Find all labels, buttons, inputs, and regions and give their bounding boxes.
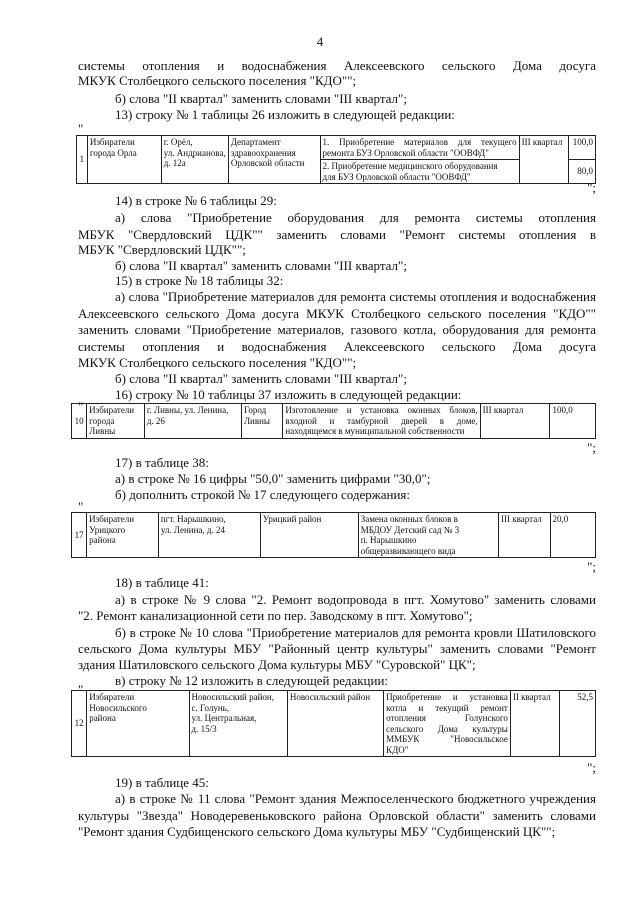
text-line: 13) строку № 1 таблицы 26 изложить в следующей редакции: (115, 107, 455, 122)
text-line: а) слова "Приобретение материалов для ремонта системы отопления и водоснабжения (115, 289, 596, 304)
text-line: а) в строке № 11 слова "Ремонт здания Межпоселенческого бюджетного учреждения (115, 791, 596, 806)
open-quote: " (78, 682, 84, 697)
table-26-row-1 (76, 135, 596, 184)
cell-purpose-2: 2. Приобретение медицинского оборудования для БУЗ Орловской области "ООВФД" (320, 160, 519, 184)
text-line: 14) в строке № 6 таблицы 29: (115, 193, 277, 208)
text-line: в) строку № 12 изложить в следующей редакции: (115, 673, 389, 688)
cell-address: пгт. Нарышкино, ул. Ленина, д. 24 (158, 513, 260, 558)
cell-recipient: Департамент здравоохранения Орловской области (228, 136, 320, 184)
text-line: 15) в строке № 18 таблицы 32: (115, 273, 284, 288)
cell-address: г. Орёл, ул. Андриановa, д. 12а (161, 136, 228, 184)
row-number: 10 (72, 404, 87, 439)
close-quote: "; (587, 440, 596, 455)
table-37-row-10 (71, 403, 596, 439)
cell-recipient: Город Ливны (241, 404, 282, 439)
close-quote: "; (587, 559, 596, 574)
cell-quarter: III квартал (519, 136, 569, 184)
open-quote: " (78, 121, 84, 136)
text-line: системы отопления и водоснабжения Алексеевского сельского Дома досуга (78, 58, 596, 73)
cell-voters: Избиратели города Орла (87, 136, 161, 184)
page-number: 4 (316, 34, 324, 49)
text-line: а) слова "Приобретение оборудования для ремонта системы отопления (115, 210, 596, 225)
text-line: МБУК "Свердловский ЦДК""; (78, 242, 246, 257)
text-line: "Ремонт здания Судбищенского сельского Дома культуры МБУ "Судбищенский ЦК""; (78, 824, 556, 839)
text-line: системы отопления и водоснабжения Алексеевского сельского Дома досуга (78, 339, 596, 354)
cell-quarter: II квартал (510, 691, 560, 757)
text-line: а) в строке № 16 цифры "50,0" заменить цифрами "30,0"; (115, 471, 431, 486)
text-line: культуры "Звезда" Новодеревеньковского района Орловской области" заменить словами (78, 808, 596, 823)
cell-recipient: Новосильский район (287, 691, 383, 757)
cell-quarter: III квартал (499, 513, 550, 558)
cell-purpose: Приобретение и установка котла и текущий ремонт отопления Голунского сельского Дома культуры ММБУК "Новосильское КДО" (384, 691, 511, 757)
cell-address: г. Ливны, ул. Ленина, д. 26 (144, 404, 241, 439)
close-quote: "; (587, 180, 596, 195)
text-line: 18) в таблице 41: (115, 575, 209, 590)
cell-quarter: III квартал (480, 404, 550, 439)
text-line: сельского Дома культуры МБУ "Районный центр культуры" заменить словами "Ремонт (78, 641, 596, 656)
cell-voters: Избиратели города Ливны (87, 404, 145, 439)
text-line: Алексеевского сельского Дома досуга МКУК Столбецкого сельского поселения "КДО"" (78, 306, 596, 321)
text-line: 19) в таблице 45: (115, 775, 209, 790)
close-quote: "; (587, 760, 596, 775)
text-line: б) в строке № 10 слова "Приобретение материалов для ремонта кровли Шатиловского (115, 625, 596, 640)
text-line: б) слова "II квартал" заменить словами "III квартал"; (115, 258, 407, 273)
text-line: "2. Ремонт канализационной сети по пер. Заводскому в пгт. Хомутово"; (78, 608, 473, 623)
cell-purpose: Изготовление и установка оконных блоков, входной и тамбурной дверей в доме, находящемся в муниципальной собственности (283, 404, 480, 439)
text-line: заменить словами "Приобретение материалов, газового котла, оборудования для ремонта (78, 322, 596, 337)
table-41-row-12 (71, 690, 596, 757)
cell-amount: 100,0 (550, 404, 596, 439)
cell-amount-1: 100,0 (569, 136, 596, 160)
text-line: 16) строку № 10 таблицы 37 изложить в следующей редакции: (115, 387, 462, 402)
cell-amount-2: 80,0 (569, 160, 596, 184)
table-38-row-17 (71, 512, 596, 558)
open-quote: " (78, 399, 84, 414)
cell-voters: Избиратели Урицкого района (87, 513, 159, 558)
text-line: б) дополнить строкой № 17 следующего содержания: (115, 487, 410, 502)
open-quote: " (78, 499, 84, 514)
cell-purpose: Замена оконных блоков в МБДОУ Детский сад № 3 п. Нарышкино общеразвивающего вида (358, 513, 498, 558)
text-line: б) слова "II квартал" заменить словами "III квартал"; (115, 371, 407, 386)
text-line: здания Шатиловского сельского Дома культуры МБУ "Суровской" ЦК"; (78, 657, 476, 672)
text-line: МБУК "Свердловский ЦДК"" заменить словами "Ремонт системы отопления в (78, 227, 596, 242)
text-line: 17) в таблице 38: (115, 455, 209, 470)
cell-purpose-1: 1. Приобретение материалов для текущего ремонта БУЗ Орловской области "ООВФД" (320, 136, 519, 160)
cell-address: Новосильский район, с. Голунь, ул. Центральная, д. 15/3 (189, 691, 287, 757)
text-line: а) в строке № 9 слова "2. Ремонт водопровода в пгт. Хомутово" заменить словами (115, 592, 596, 607)
text-line: МКУК Столбецкого сельского поселения "КДО""; (78, 73, 357, 88)
cell-recipient: Урицкий район (260, 513, 358, 558)
row-number: 17 (72, 513, 87, 558)
text-line: б) слова "II квартал" заменить словами "III квартал"; (115, 91, 407, 106)
row-number: 12 (72, 691, 87, 757)
cell-amount: 52,5 (560, 691, 596, 757)
text-line: МКУК Столбецкого сельского поселения "КДО""; (78, 355, 357, 370)
row-number: 1 (77, 136, 88, 184)
cell-voters: Избиратели Новосильского района (87, 691, 189, 757)
cell-amount: 20,0 (550, 513, 595, 558)
